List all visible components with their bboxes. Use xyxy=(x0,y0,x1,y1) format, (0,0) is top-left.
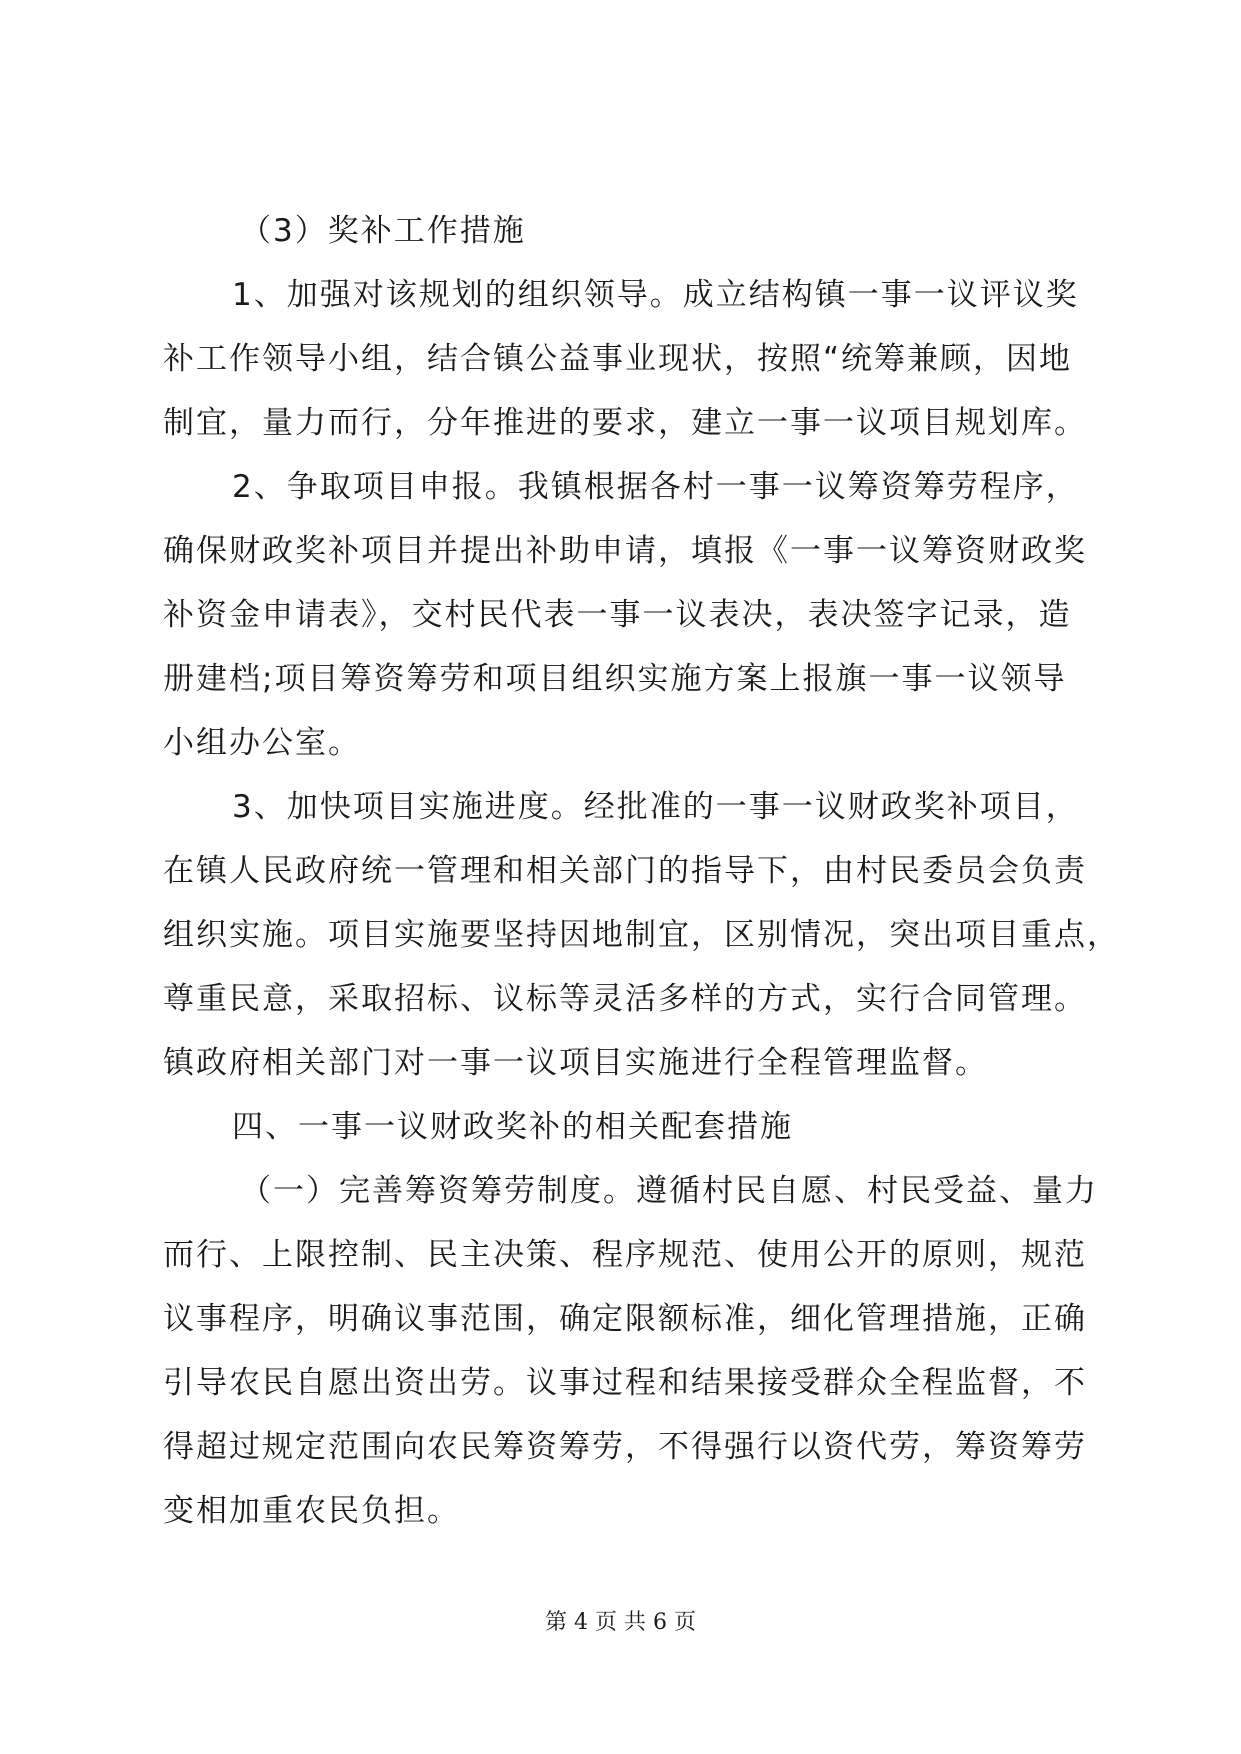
paragraph-line: 镇政府相关部门对一事一议项目实施进行全程管理监督。 xyxy=(163,1045,988,1081)
paragraph-line: 变相加重农民负担。 xyxy=(163,1493,460,1529)
paragraph-line: （一）完善筹资筹劳制度。遵循村民自愿、村民受益、量力 xyxy=(240,1173,1098,1209)
paragraph-line: 组织实施。项目实施要坚持因地制宜，区别情况，突出项目重点， xyxy=(163,917,1120,953)
paragraph-line: 制宜，量力而行，分年推进的要求，建立一事一议项目规划库。 xyxy=(163,405,1087,441)
paragraph-line: 小组办公室。 xyxy=(163,725,361,761)
paragraph-line: 而行、上限控制、民主决策、程序规范、使用公开的原则，规范 xyxy=(163,1237,1087,1273)
paragraph-line: 3、加快项目实施进度。经批准的一事一议财政奖补项目， xyxy=(232,789,1079,825)
paragraph-line: 在镇人民政府统一管理和相关部门的指导下，由村民委员会负责 xyxy=(163,853,1087,889)
paragraph-line: 册建档;项目筹资筹劳和项目组织实施方案上报旗一事一议领导 xyxy=(163,661,1067,697)
paragraph-line: 确保财政奖补项目并提出补助申请，填报《一事一议筹资财政奖 xyxy=(163,533,1087,569)
paragraph-line: 尊重民意，采取招标、议标等灵活多样的方式，实行合同管理。 xyxy=(163,981,1087,1017)
page-number-footer: 第 4 页 共 6 页 xyxy=(545,1610,696,1635)
paragraph-line: 补资金申请表》，交村民代表一事一议表决，表决签字记录，造 xyxy=(163,597,1072,633)
subsection-heading: （3）奖补工作措施 xyxy=(240,213,526,249)
paragraph-line: 议事程序，明确议事范围，确定限额标准，细化管理措施，正确 xyxy=(163,1301,1087,1337)
paragraph-line: 1、加强对该规划的组织领导。成立结构镇一事一议评议奖 xyxy=(232,277,1079,313)
section-heading: 四、一事一议财政奖补的相关配套措施 xyxy=(232,1109,793,1145)
paragraph-line: 得超过规定范围向农民筹资筹劳，不得强行以资代劳，筹资筹劳 xyxy=(163,1429,1087,1465)
paragraph-line: 引导农民自愿出资出劳。议事过程和结果接受群众全程监督，不 xyxy=(163,1365,1087,1401)
paragraph-line: 补工作领导小组，结合镇公益事业现状，按照“统筹兼顾，因地 xyxy=(163,341,1073,377)
paragraph-line: 2、争取项目申报。我镇根据各村一事一议筹资筹劳程序， xyxy=(232,469,1079,505)
